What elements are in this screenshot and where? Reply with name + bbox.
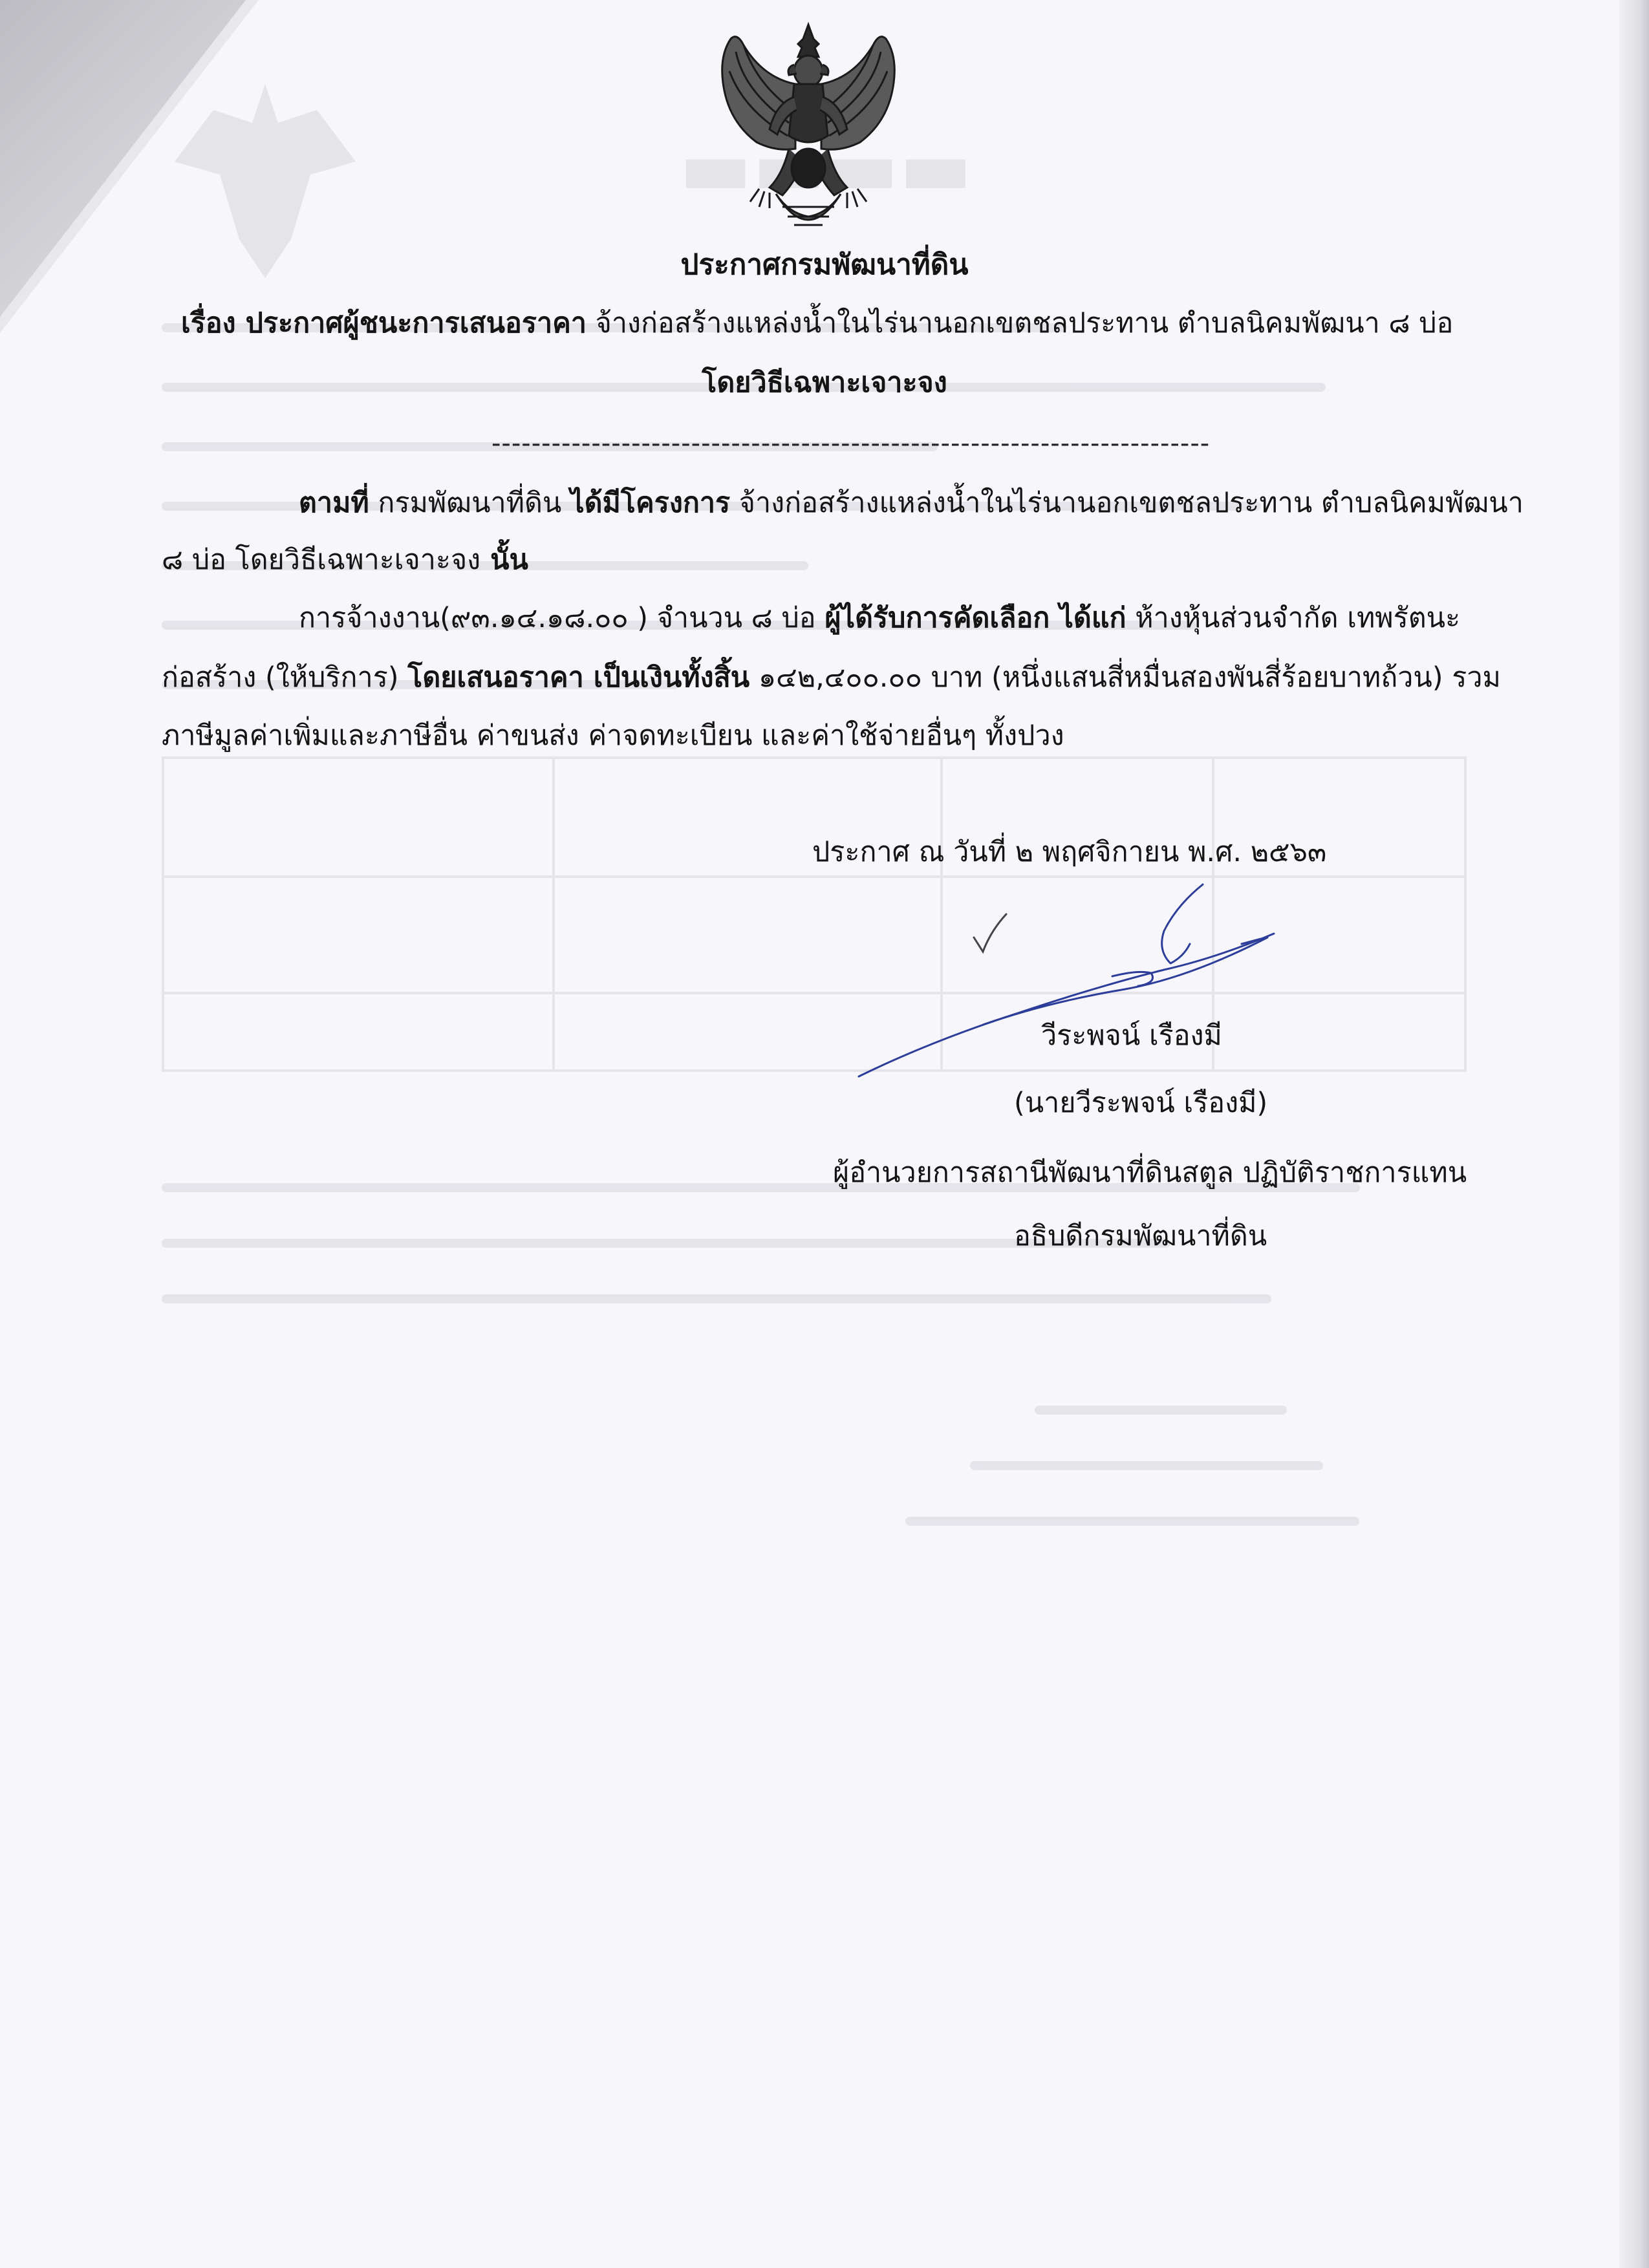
document-subject bbox=[181, 304, 1453, 343]
para1-line2-bold: นั้น bbox=[480, 544, 528, 576]
signer-name: วีระพจน์ เรืองมี bbox=[1041, 1020, 1222, 1052]
para1-text-1: กรมพัฒนาที่ดิน bbox=[369, 487, 570, 519]
document-title: ประกาศกรมพัฒนาที่ดิน bbox=[680, 248, 969, 281]
paragraph-2-line-2 bbox=[162, 658, 1501, 697]
signer-full-name: (นายวีระพจน์ เรืองมี) bbox=[1014, 1087, 1268, 1119]
signer-position-2: อธิบดีกรมพัฒนาที่ดิน bbox=[1014, 1220, 1267, 1252]
para1-line2-text: ๘ บ่อ โดยวิธีเฉพาะเจาะจง bbox=[162, 544, 481, 576]
subject-label: เรื่อง ประกาศผู้ชนะการเสนอราคา bbox=[181, 307, 587, 339]
para2-line2-rest: ๑๔๒,๔๐๐.๐๐ บาท (หนึ่งแสนสี่หมื่นสองพันสี่ร้อยบาทถ้วน) รวม bbox=[749, 661, 1501, 694]
para1-lead: ตามที่ bbox=[299, 487, 369, 519]
para2-line1-bold: ผู้ได้รับการคัดเลือก ได้แก่ bbox=[824, 602, 1126, 634]
para1-text-3: จ้างก่อสร้างแหล่งน้ำในไร่นานอกเขตชลประทาน ตำบลนิคมพัฒนา bbox=[730, 487, 1524, 519]
para1-bold-2: ได้มีโครงการ bbox=[570, 487, 731, 519]
page-right-edge bbox=[1619, 0, 1649, 2268]
paragraph-2-line-3: ภาษีมูลค่าเพิ่มและภาษีอื่น ค่าขนส่ง ค่าจดทะเบียน และค่าใช้จ่ายอื่นๆ ทั้งปวง bbox=[162, 720, 1064, 752]
paragraph-1-line-1 bbox=[299, 484, 1524, 522]
header-separator: ------------------------------------------------------------------------ bbox=[491, 429, 1211, 458]
para2-line1-text: การจ้างงาน(๙๓.๑๔.๑๘.๐๐ ) จำนวน ๘ บ่อ bbox=[299, 602, 825, 634]
para2-line2-text: ก่อสร้าง (ให้บริการ) bbox=[162, 661, 408, 694]
paragraph-2-line-1 bbox=[299, 599, 1460, 637]
handwritten-signature bbox=[854, 879, 1280, 1086]
announcement-date: ประกาศ ณ วันที่ ๒ พฤศจิกายน พ.ศ. ๒๕๖๓ bbox=[812, 836, 1327, 868]
subject-text: จ้างก่อสร้างแหล่งน้ำในไร่นานอกเขตชลประทาน ตำบลนิคมพัฒนา ๘ บ่อ bbox=[587, 307, 1454, 339]
para2-line1-rest: ห้างหุ้นส่วนจำกัด เทพรัตนะ bbox=[1126, 602, 1461, 634]
paragraph-1-line-2 bbox=[162, 540, 528, 579]
signer-position-1: ผู้อำนวยการสถานีพัฒนาที่ดินสตูล ปฏิบัติราชการแทน bbox=[833, 1157, 1467, 1189]
garuda-emblem-icon bbox=[705, 19, 912, 242]
procurement-method: โดยวิธีเฉพาะเจาะจง bbox=[702, 367, 947, 399]
para2-line2-bold: โดยเสนอราคา เป็นเงินทั้งสิ้น bbox=[407, 661, 750, 694]
